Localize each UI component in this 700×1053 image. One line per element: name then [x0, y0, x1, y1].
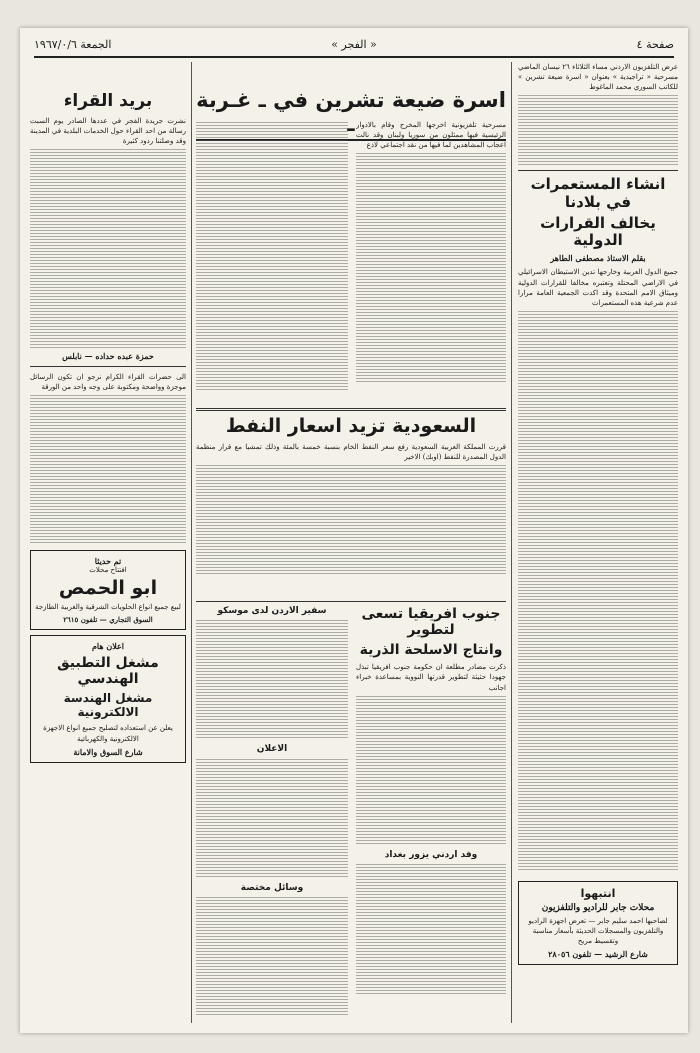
- ad-contact: السوق التجاري — تلفون ٢٦١٥: [63, 615, 153, 625]
- text-block: [356, 153, 506, 383]
- text-block: [196, 465, 506, 575]
- left-column: [30, 62, 186, 1022]
- moscow-ambassador-head: سفير الاردن لدى موسكو: [217, 606, 327, 616]
- column-rule: [511, 62, 512, 1023]
- announcement-head: الاعلان: [256, 744, 288, 755]
- saudi-story: [196, 442, 506, 592]
- letter-signature: حمزة عبده حداده — نابلس: [62, 350, 154, 361]
- sa-body: ذكرت مصادر مطلعة ان حكومة جنوب افريقيا تبذل جهودا حثيثة لتطوير قدرتها النووية بمساعدة خبراء اجانب: [356, 663, 506, 692]
- radio-shop-ad: [518, 881, 678, 965]
- settlements-headline: انشاء المستعمرات في بلادنا: [530, 175, 666, 211]
- settlements-byline: بقلم الاستاذ مصطفى الطاهر: [550, 253, 646, 264]
- ad-tag: اعلان هام: [91, 641, 125, 652]
- jordan-baghdad-head: وفد اردني يزور بغداد: [384, 849, 478, 860]
- issue-date: الجمعة ١٩٦٧/٠/٦: [34, 38, 112, 51]
- ad-body: يعلن عن استعداده لتصليح جميع انواع الاجهزة الالكترونية والكهربائية: [43, 724, 173, 743]
- middle-column-c: [196, 602, 348, 1022]
- ad-shop-name: ابو الحمص: [58, 577, 158, 600]
- ad-shop-name: محلات جابر للراديو والتلفزيون: [541, 902, 655, 913]
- saudi-oil-headline: السعودية تزيد اسعار النفط: [225, 415, 477, 437]
- newspaper-page: [20, 28, 688, 1033]
- text-block: [196, 620, 348, 740]
- settlements-body: جميع الدول العربية وخارجها تدين الاستيطان الاسرائيلي في الاراضي المحتلة وتعتبره مخالفا للقرارات الدولية وميثاق الامم المتحدة وقد اكدت الجمعية العامة مرارا عدم شرعية هذه المستعمرات: [518, 268, 678, 307]
- middle-column-b: [196, 120, 348, 400]
- letters-body: نشرت جريدة الفجر في عددها الصادر يوم السبت رسالة من احد القراء حول الخدمات البلدية في المدينة وقد وصلتنا ردود كثيرة: [30, 116, 186, 145]
- sweets-shop-ad: [30, 550, 186, 630]
- section-divider: [196, 408, 506, 411]
- newspaper-name: « الفجر »: [331, 38, 377, 51]
- ad-sub: افتتاح محلات: [89, 566, 127, 575]
- text-block: [356, 696, 506, 846]
- ad-contact: شارع السوق والامانة: [73, 746, 143, 757]
- sa-headline-2: وانتاج الاسلحة الذرية: [359, 642, 503, 659]
- text-block: [518, 311, 678, 871]
- misc-head: وسائل مختصة: [240, 882, 304, 893]
- page-header: [34, 34, 674, 58]
- south-africa-story: [356, 602, 506, 1022]
- divider: [518, 170, 678, 171]
- text-block: [518, 95, 678, 165]
- letters-note: الى حضرات القراء الكرام نرجو ان تكون الرسائل موجزة وواضحة ومكتوبة على وجه واحد من الورقة: [30, 372, 186, 392]
- play-story-body: مسرحية تلفزيونية اخرجها المخرج وقام بالادوار الرئيسية فيها ممثلون من سوريا ولبنان وقد نالت اعجاب المشاهدين لما فيها من نقد اجتماعي لاذع: [356, 121, 506, 150]
- divider: [30, 366, 186, 367]
- saudi-body: قررت المملكة العربية السعودية رفع سعر النفط الخام بنسبة خمسة بالمئة وذلك تمشيا مع قرار منظمة الدول المصدرة للنفط (اوبك) الاخير: [196, 443, 506, 462]
- middle-column-a: [356, 120, 506, 400]
- ad-contact: شارع الرشيد — تلفون ٢٨٠٥٦: [548, 949, 648, 960]
- text-block: [196, 897, 348, 1017]
- text-block: [196, 759, 348, 879]
- letters-headline: بريد القراء: [63, 91, 153, 111]
- ad-shop-name-2: مشغل الهندسة الالكترونية: [63, 691, 153, 720]
- ad-body: لبيع جميع انواع الحلويات الشرقية والغربية الطازجة: [35, 603, 181, 612]
- right-column: [518, 62, 678, 1017]
- sa-headline: جنوب افريقيا تسعى لتطوير: [361, 606, 501, 639]
- engineering-workshop-ad: [30, 635, 186, 762]
- text-block: [30, 395, 186, 545]
- text-block: [196, 122, 348, 392]
- text-block: [356, 864, 506, 994]
- ad-shop-name: مشغل التطبيق الهندسي: [57, 655, 159, 688]
- lead-blurb: عرض التلفزيون الاردني مساء الثلاثاء ٢٦ نيسان الماضي مسرحية « تراجيدية » بعنوان « اسرة ضيعة تشرين » للكاتب السوري محمد الماغوط: [518, 63, 678, 92]
- ad-body: لصاحبها احمد سليم جابر — تعرض اجهزة الراديو والتلفزيون والمسجلات الحديثة بأسعار مناسبة وتقسيط مريح: [528, 916, 668, 946]
- ad-tag: تم حديثا: [94, 556, 122, 567]
- banner-headline: اسرة ضيعة تشرين في ـ غـربة ـ: [196, 88, 506, 141]
- text-block: [30, 149, 186, 349]
- ad-heading: انتبهوا: [580, 886, 616, 900]
- column-rule: [191, 62, 192, 1023]
- settlements-headline-2: يخالف القرارات الدولية: [540, 213, 656, 250]
- page-number: صفحة ٤: [636, 38, 674, 51]
